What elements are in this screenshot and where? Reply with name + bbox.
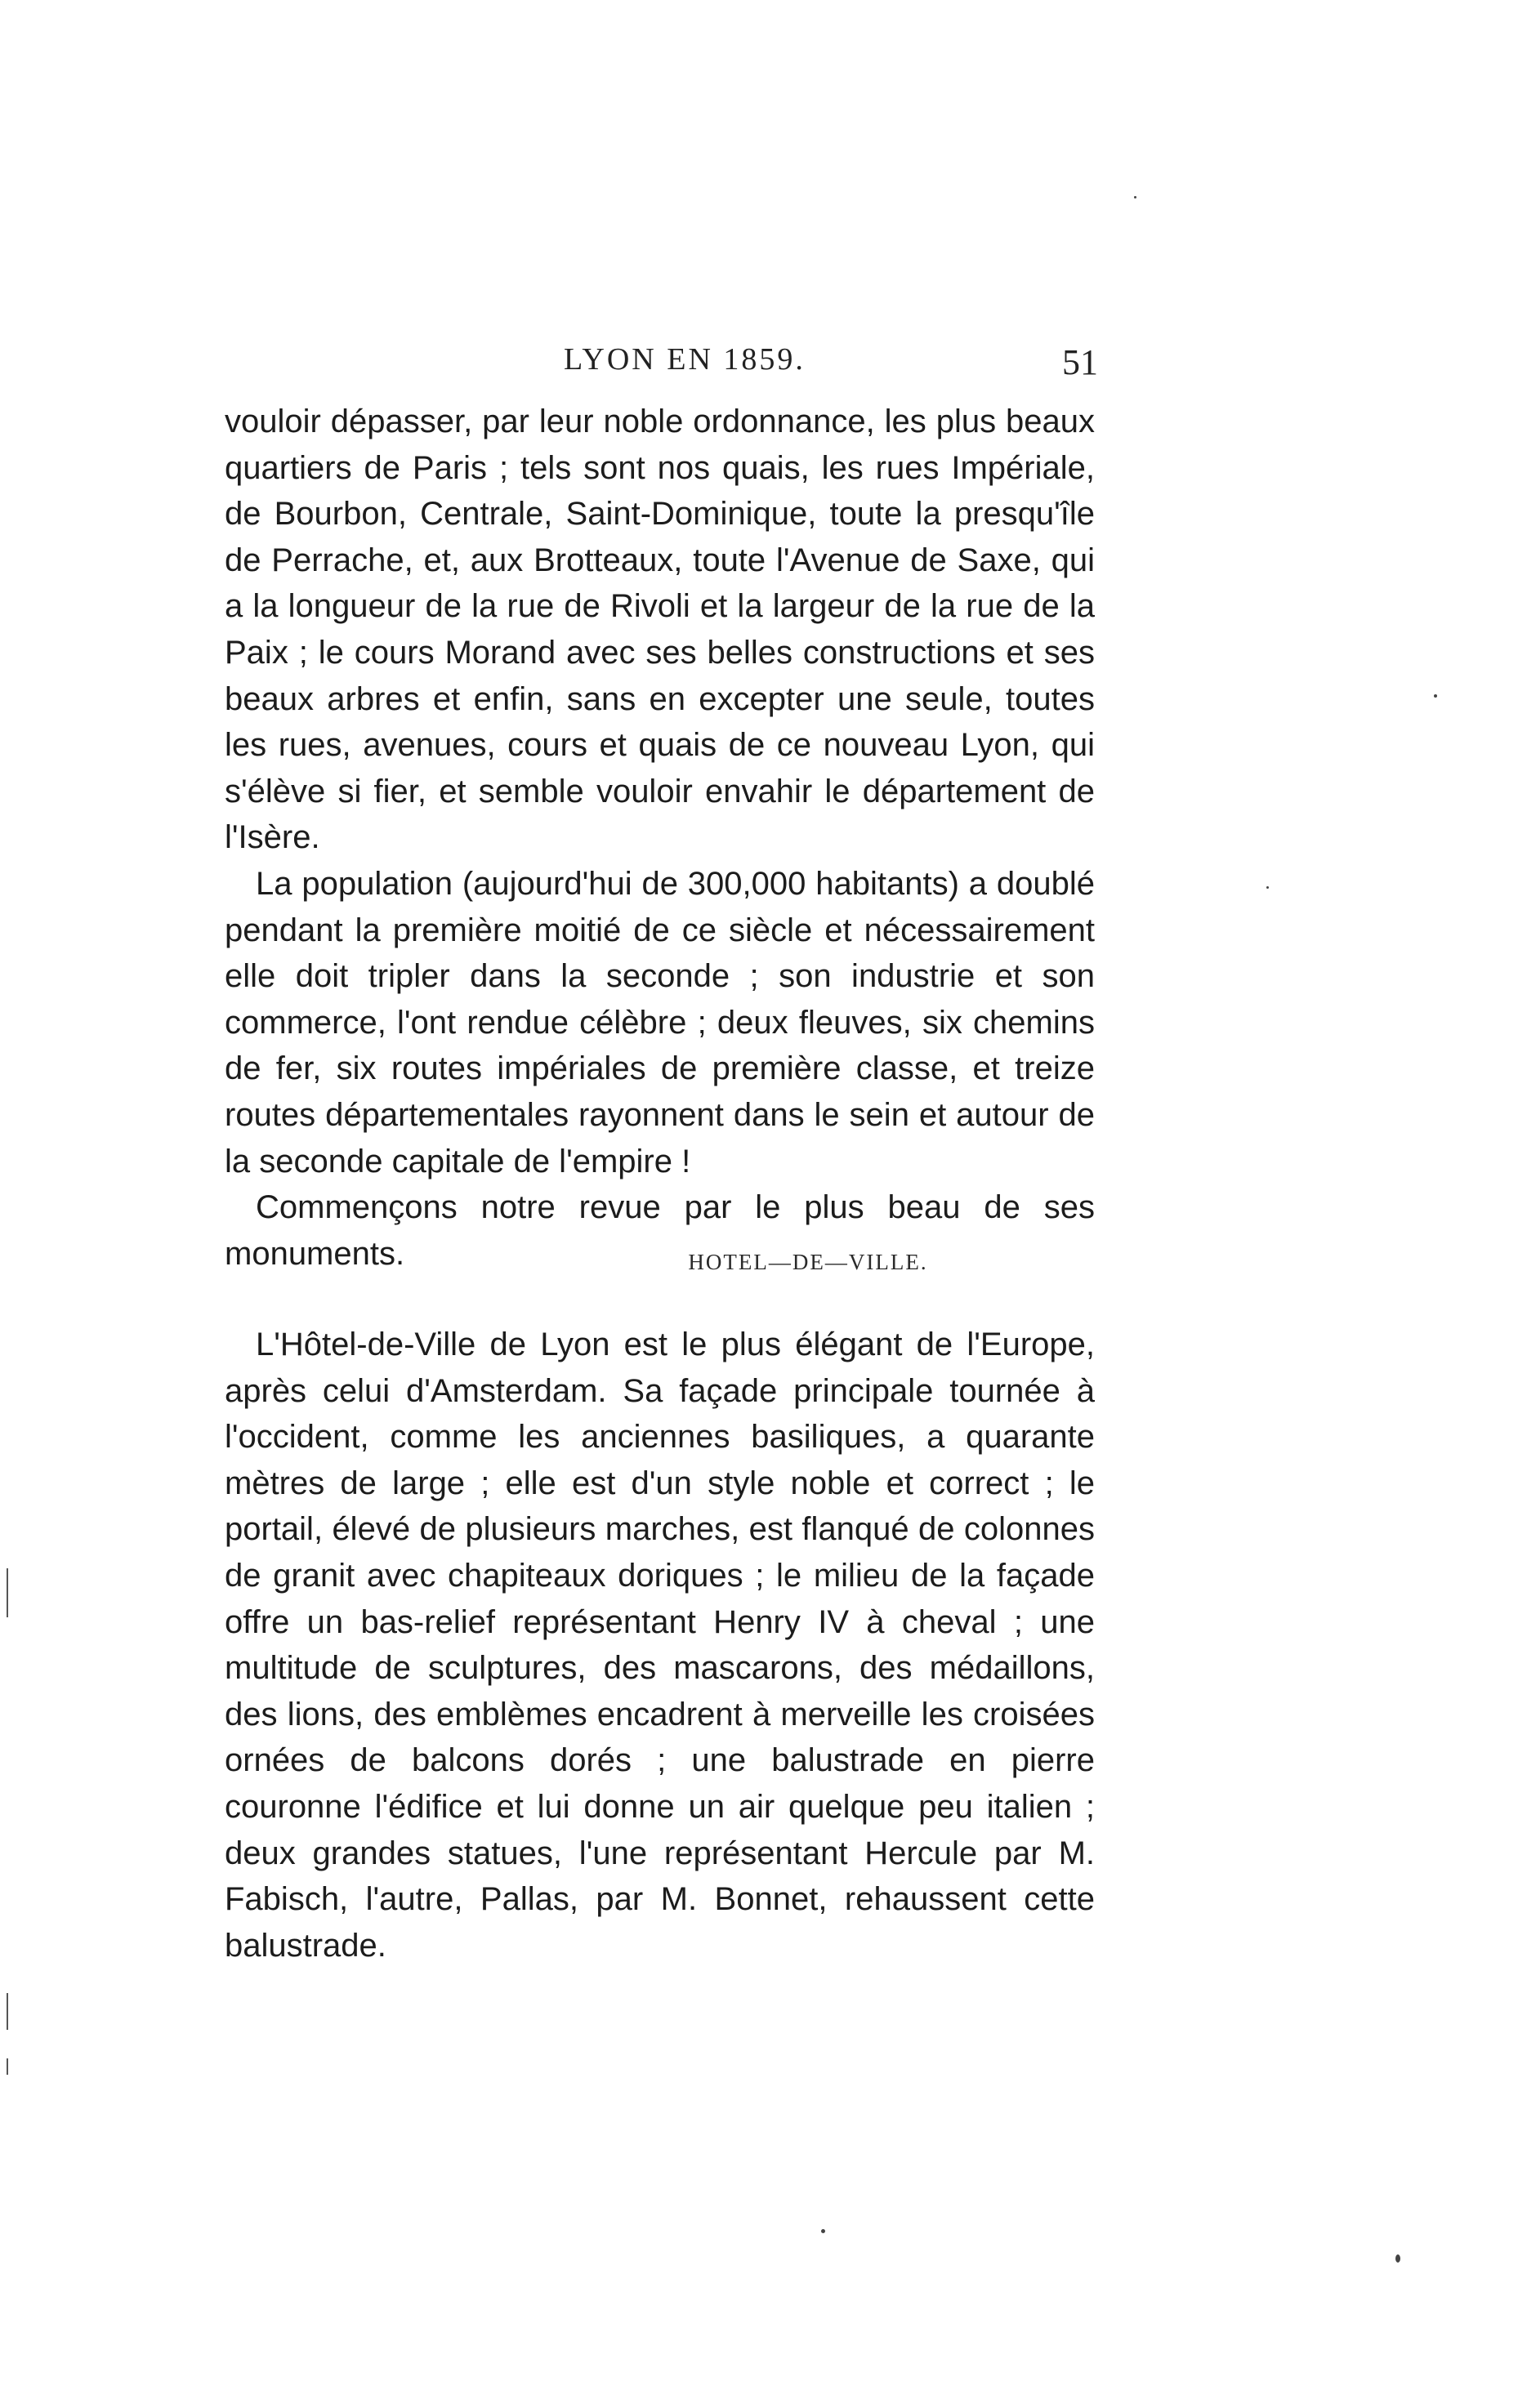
paragraph: Commençons notre revue par le plus beau de ses monuments. <box>225 1189 1095 1272</box>
page-number: 51 <box>1062 342 1098 382</box>
running-head <box>0 341 1518 390</box>
text-block-hotel-de-ville <box>225 1322 1095 1969</box>
text-block-intro <box>225 399 1095 1277</box>
scan-speck <box>1434 694 1437 698</box>
scan-speck <box>1266 886 1269 889</box>
paragraph: La population (aujourd'hui de 300,000 habitants) a doublé pendant la première moitié de ce siècle et nécessairement elle doit tripler dans la seconde ; son industrie et son commerce, l'ont rendue célèbre ; deux fleuves, six chemins de fer, six routes impériales de première classe, et treize routes départementales rayonnent dans le sein et autour de la seconde capitale de l'empire ! <box>225 865 1095 1179</box>
scan-mark <box>7 1993 8 2030</box>
scan-speck <box>1134 196 1136 198</box>
scan-mark <box>7 2058 8 2075</box>
scan-speck <box>1395 2254 1400 2263</box>
section-heading: HOTEL—DE—VILLE. <box>688 1250 928 1274</box>
paragraph: L'Hôtel-de-Ville de Lyon est le plus élégant de l'Europe, après celui d'Amsterdam. Sa façade principale tournée à l'occident, comme les anciennes basiliques, a quarante mètres de large ; elle est d'un style noble et correct ; le portail, élevé de plusieurs marches, est flanqué de colonnes de granit avec chapiteaux doriques ; le milieu de la façade offre un bas-relief représentant Henry IV à cheval ; une multitude de sculptures, des mascarons, des médaillons, des lions, des emblèmes encadrent à merveille les croisées ornées de balcons dorés ; une balustrade en pierre couronne l'édifice et lui donne un air quelque peu italien ; deux grandes statues, l'une représentant Hercule par M. Fabisch, l'autre, Pallas, par M. Bonnet, rehaussent cette balustrade. <box>225 1327 1095 1964</box>
scan-speck <box>821 2229 825 2233</box>
paragraph: vouloir dépasser, par leur noble ordonnance, les plus beaux quartiers de Paris ; tels sont nos quais, les rues Impériale, de Bourbon, Centrale, Saint-Dominique, toute la presqu'île de Perrache, et, aux Brotteaux, toute l'Avenue de Saxe, qui a la longueur de la rue de Rivoli et la largeur de la rue de la Paix ; le cours Morand avec ses belles constructions et ses beaux arbres et enfin, sans en excepter une seule, toutes les rues, avenues, cours et quais de ce nouveau Lyon, qui s'élève si fier, et semble vouloir envahir le département de l'Isère. <box>225 404 1095 856</box>
running-head-title: LYON EN 1859. <box>564 342 806 377</box>
scan-mark <box>7 1568 8 1617</box>
